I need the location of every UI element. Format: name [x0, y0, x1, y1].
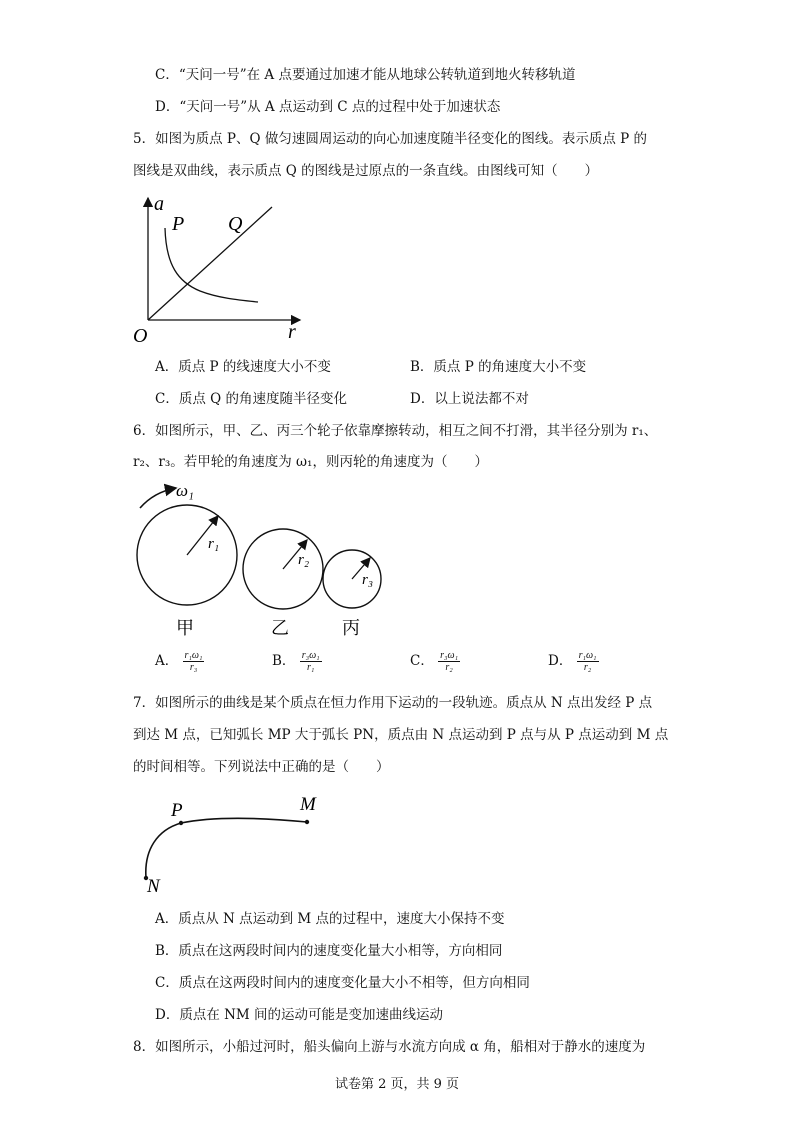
q7-stem-line1: 7．如图所示的曲线是某个质点在恒力作用下运动的一段轨迹。质点从 N 点出发经 P 点 [133, 695, 653, 711]
q6-option-b-fraction: $\frac{\text{r₃ω₁}}{\text{r₁}}$ [301, 650, 320, 673]
q5-label-a: a [154, 193, 164, 215]
q6-option-d-fraction: $\frac{\text{r₁ω₁}}{\text{r₂}}$ [578, 650, 597, 673]
q5-label-r: r [288, 321, 296, 343]
q6-option-b [272, 650, 322, 673]
q7-point-m [305, 820, 309, 824]
q8-stem-line1: 8．如图所示，小船过河时，船头偏向上游与水流方向成 α 角，船相对于静水的速度为 [133, 1039, 646, 1055]
q5-curve-p [165, 228, 258, 302]
q6-option-d-label: D． [548, 653, 573, 669]
q7-option-c: C．质点在这两段时间内的速度变化量大小不相等，但方向相同 [155, 975, 530, 991]
q6-label-omega: ω₁ [176, 481, 194, 500]
q7-option-a: A．质点从 N 点运动到 M 点的过程中，速度大小保持不变 [155, 911, 505, 927]
q6-option-a-fraction: $\frac{\text{r₁ω₁}}{\text{r₃}}$ [184, 650, 203, 673]
q4-option-d: D．“天问一号”从 A 点运动到 C 点的过程中处于加速状态 [155, 99, 501, 115]
q5-label-o: O [133, 325, 148, 347]
q6-stem-line2: r₂、r₃。若甲轮的角速度为 ω₁，则丙轮的角速度为（ ） [133, 454, 488, 470]
q6-option-b-label: B． [272, 653, 296, 669]
q7-point-p [179, 821, 183, 825]
q6-label-r2: r₂ [298, 552, 310, 568]
page-footer: 试卷第 2 页，共 9 页 [334, 1077, 460, 1092]
q7-label-n: N [147, 876, 160, 895]
q6-option-a [155, 650, 204, 673]
q5-label-p: P [172, 213, 185, 235]
q6-label-r1: r₁ [208, 536, 220, 552]
q5-option-d: D．以上说法都不对 [410, 391, 529, 407]
q7-label-p: P [171, 800, 183, 821]
q7-label-m: M [300, 794, 316, 815]
q4-option-c: C．“天问一号”在 A 点要通过加速才能从地球公转轨道到地火转移轨道 [155, 67, 576, 83]
q5-option-c: C．质点 Q 的角速度随半径变化 [155, 391, 347, 407]
q5-option-b: B．质点 P 的角速度大小不变 [410, 359, 587, 375]
q6-label-wheel3: 丙 [342, 618, 360, 639]
q5-line-q [148, 207, 272, 320]
q5-stem-line2: 图线是双曲线，表示质点 Q 的图线是过原点的一条直线。由图线可知（ ） [133, 163, 599, 179]
q5-option-a: A．质点 P 的线速度大小不变 [155, 359, 331, 375]
q7-option-d: D．质点在 NM 间的运动可能是变加速曲线运动 [155, 1007, 444, 1023]
q6-label-r3: r₃ [362, 572, 374, 588]
q7-trajectory-figure [135, 790, 335, 895]
q6-option-c-fraction: $\frac{\text{r₃ω₁}}{\text{r₂}}$ [440, 650, 459, 673]
q7-stem-line3: 的时间相等。下列说法中正确的是（ ） [133, 759, 390, 775]
q6-option-c [410, 650, 460, 673]
q6-wheels-figure [130, 478, 390, 643]
q7-trajectory-curve [146, 818, 307, 878]
q6-option-a-label: A． [155, 653, 179, 669]
q6-option-c-label: C． [410, 653, 434, 669]
q6-label-wheel2: 乙 [271, 618, 289, 639]
q6-option-d [548, 650, 599, 673]
q6-rotation-arrow [140, 488, 176, 508]
q5-graph [128, 190, 318, 350]
q5-stem-line1: 5．如图为质点 P、Q 做匀速圆周运动的向心加速度随半径变化的图线。表示质点 P 的 [133, 131, 647, 147]
q6-label-wheel1: 甲 [176, 618, 194, 639]
q6-stem-line1: 6．如图所示，甲、乙、丙三个轮子依靠摩擦转动，相互之间不打滑，其半径分别为 r₁、 [133, 423, 658, 439]
q7-option-b: B．质点在这两段时间内的速度变化量大小相等，方向相同 [155, 943, 503, 959]
q5-label-q: Q [228, 213, 243, 235]
q7-stem-line2: 到达 M 点，已知弧长 MP 大于弧长 PN，质点由 N 点运动到 P 点与从 P 点运动到 M 点 [133, 727, 669, 743]
